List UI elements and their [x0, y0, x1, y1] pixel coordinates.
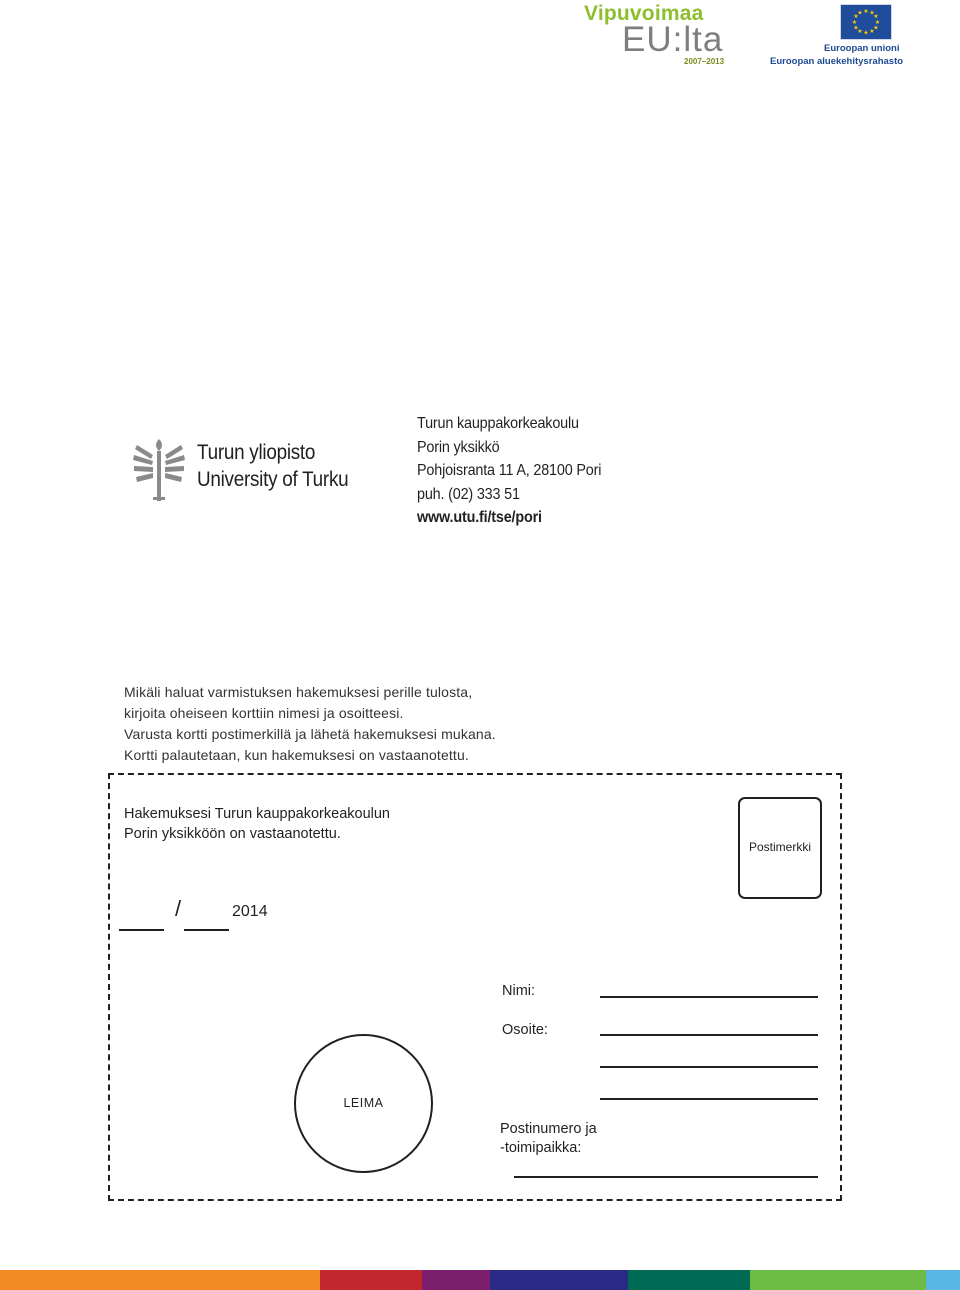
torch-wings-emblem-icon: [131, 437, 187, 505]
color-bar-segment: [320, 1270, 422, 1290]
svg-text:★: ★: [869, 28, 875, 35]
name-label: Nimi:: [502, 983, 536, 999]
svg-text:★: ★: [863, 8, 869, 15]
svg-text:★: ★: [851, 19, 858, 26]
instruction-line: Varusta kortti postimerkillä ja lähetä hakemuksesi mukana.: [124, 726, 496, 742]
postal-code-city-field[interactable]: [514, 1176, 818, 1178]
address-field-line-2[interactable]: [600, 1066, 818, 1068]
color-bar-segment: [750, 1270, 806, 1290]
svg-text:★: ★: [853, 24, 859, 32]
color-bar-segment: [926, 1270, 960, 1290]
address-field-line-3[interactable]: [600, 1098, 818, 1100]
color-bar-segment: [490, 1270, 628, 1290]
eu-logo-subtitle: EU:lta: [622, 20, 724, 59]
eu-fund-label: Euroopan aluekehitysrahasto: [770, 56, 904, 67]
svg-text:★: ★: [869, 9, 875, 17]
eu-logo-title: Vipuvoimaa: [584, 2, 704, 25]
address-label: Osoite:: [502, 1022, 548, 1038]
address-line-1: Turun kauppakorkeakoulu: [417, 415, 579, 432]
university-name-finnish: Turun yliopisto: [197, 441, 316, 464]
brand-color-bar: [0, 1270, 960, 1290]
svg-text:★: ★: [853, 13, 859, 20]
postal-label-line-2: -toimipaikka:: [500, 1140, 582, 1156]
date-month-field[interactable]: [184, 929, 229, 931]
instruction-line: Mikäli haluat varmistuksen hakemuksesi perille tulosta,: [124, 684, 473, 700]
postmark-seal-label: LEIMA: [343, 1096, 384, 1110]
date-separator: /: [175, 896, 182, 921]
address-line-3: Pohjoisranta 11 A, 28100 Pori: [417, 462, 602, 479]
date-day-field[interactable]: [119, 929, 164, 931]
svg-text:★: ★: [863, 29, 869, 37]
address-field-line-1[interactable]: [600, 1034, 818, 1036]
address-line-2: Porin yksikkö: [417, 439, 500, 456]
postal-label-line-1: Postinumero ja: [500, 1121, 597, 1137]
card-message-line-1: Hakemuksesi Turun kauppakorkeakoulun: [124, 806, 390, 822]
address-website-link[interactable]: www.utu.fi/tse/pori: [417, 509, 542, 526]
eu-logo-years: 2007–2013: [684, 57, 725, 66]
svg-text:★: ★: [857, 28, 863, 35]
color-bar-segment: [0, 1270, 320, 1290]
instruction-line: Kortti palautetaan, kun hakemuksesi on vastaanotettu.: [124, 747, 469, 763]
instruction-line: kirjoita oheiseen korttiin nimesi ja osoitteesi.: [124, 705, 404, 721]
color-bar-segment: [422, 1270, 490, 1290]
color-bar-segment: [628, 1270, 750, 1290]
eu-union-label: Euroopan unioni: [824, 43, 900, 54]
eu-flag-icon: [840, 4, 892, 40]
svg-text:★: ★: [873, 24, 879, 32]
name-field[interactable]: [600, 996, 818, 998]
card-message-line-2: Porin yksikköön on vastaanotettu.: [124, 826, 341, 842]
postage-stamp-label: Postimerkki: [748, 840, 811, 854]
svg-text:★: ★: [857, 9, 863, 17]
address-phone: puh. (02) 333 51: [417, 486, 520, 503]
svg-text:★: ★: [873, 13, 879, 20]
svg-text:★: ★: [874, 19, 881, 26]
university-name-english: University of Turku: [197, 468, 349, 491]
color-bar-segment: [806, 1270, 926, 1290]
eu-funding-logo: [572, 0, 960, 76]
date-year: 2014: [232, 903, 268, 920]
